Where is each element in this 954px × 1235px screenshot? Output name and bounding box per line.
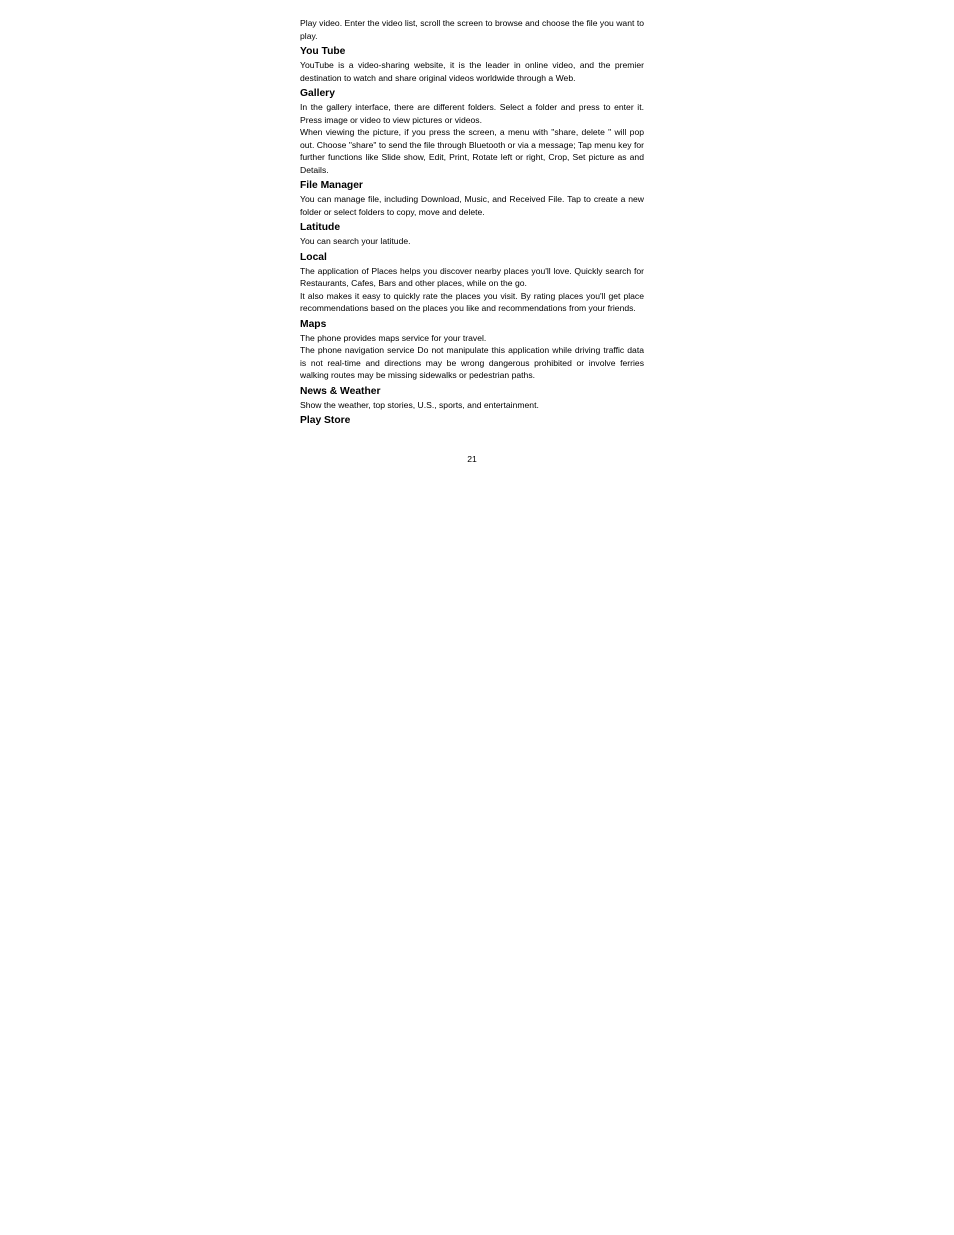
- section-paragraph: In the gallery interface, there are different folders. Select a folder and press to enter it. Press image or video to view pictures or videos.: [300, 102, 644, 125]
- intro-paragraph: Play video. Enter the video list, scroll the screen to browse and choose the file you want to play.: [300, 18, 644, 41]
- section-paragraph: You can search your latitude.: [300, 236, 411, 246]
- section-paragraph: You can manage file, including Download, Music, and Received File. Tap to create a new folder or select folders to copy, move and delete.: [300, 194, 644, 217]
- page-number: 21: [467, 454, 477, 464]
- section-heading: News & Weather: [300, 385, 381, 397]
- section-paragraph: The application of Places helps you discover nearby places you'll love. Quickly search for Restaurants, Cafes, Bars and other places, while on the go.: [300, 265, 644, 288]
- section-play-store: [300, 414, 644, 428]
- section-paragraph: YouTube is a video-sharing website, it is the leader in online video, and the premier destination to watch and share original videos worldwide through a Web.: [300, 60, 644, 83]
- section-paragraph: It also makes it easy to quickly rate the places you visit. By rating places you'll get place recommendations based on the places you like and recommendations from your friends.: [300, 290, 644, 313]
- section-youtube: [300, 45, 644, 84]
- section-file-manager: [300, 179, 644, 218]
- document-page: [300, 17, 644, 428]
- section-local: [300, 251, 644, 315]
- section-heading: Maps: [300, 318, 327, 330]
- section-news-weather: [300, 385, 644, 412]
- section-paragraph: Show the weather, top stories, U.S., sports, and entertainment.: [300, 399, 539, 410]
- section-heading: You Tube: [300, 46, 346, 57]
- section-heading: File Manager: [300, 180, 363, 191]
- section-heading: Local: [300, 251, 327, 263]
- section-gallery: [300, 87, 644, 176]
- section-maps: [300, 318, 644, 382]
- section-heading: Gallery: [300, 88, 335, 99]
- section-heading: Latitude: [300, 222, 341, 233]
- section-paragraph: The phone navigation service Do not manipulate this application while driving traffic data is not real-time and directions may be wrong dangerous prohibited or involve ferries walking routes may be missing sidewalks or pedestrian paths.: [300, 345, 644, 380]
- section-paragraph: When viewing the picture, if you press the screen, a menu with "share, delete " will pop out. Choose "share" to send the file through Bluetooth or via a message; Tap menu key for further functions like Slide show, Edit, Print, Rotate left or right, Crop, Set picture as and Details.: [300, 127, 644, 175]
- section-latitude: [300, 221, 644, 248]
- section-heading: Play Store: [300, 415, 351, 426]
- section-paragraph: The phone provides maps service for your travel.: [300, 332, 487, 343]
